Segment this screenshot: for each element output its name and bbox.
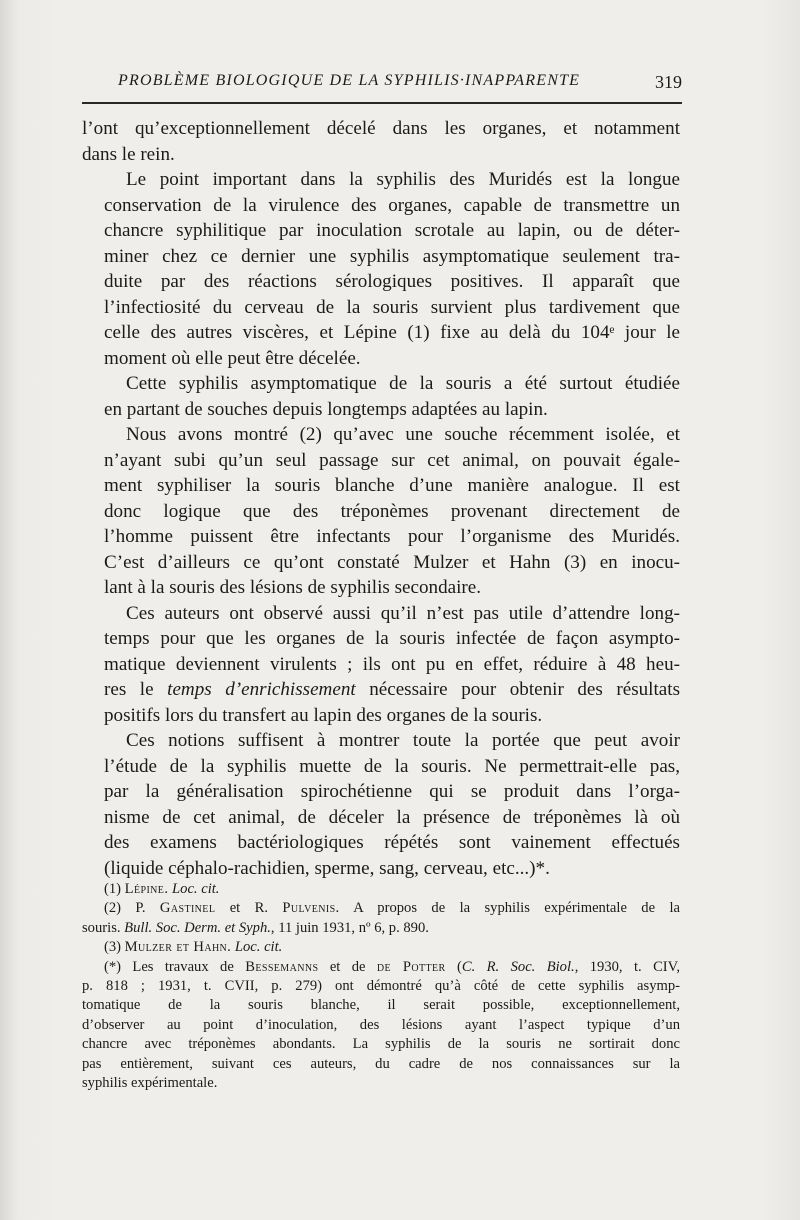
journal-title: C. R. Soc. Biol. bbox=[461, 958, 575, 975]
text-line: Le point important dans la syphilis des Muridés est la longue bbox=[126, 169, 680, 190]
text-line: l’homme puissent être infectants pour l’organisme des Muridés. bbox=[104, 526, 680, 547]
italic-phrase: temps d’enrichissement bbox=[167, 679, 356, 700]
text-run: , 11 juin 1931, nº 6, p. 890. bbox=[270, 919, 429, 936]
text-line: par la généralisation spirochétienne qui se produit dans l’orga- bbox=[104, 781, 680, 802]
footnote-author: Gastinel bbox=[159, 900, 216, 917]
paragraph-1 bbox=[82, 167, 680, 371]
text-run: res le bbox=[104, 679, 168, 700]
text-line bbox=[82, 958, 680, 977]
text-line: syphilis expérimentale. bbox=[82, 1075, 218, 1092]
footnote-1 bbox=[82, 880, 680, 899]
page-number: 319 bbox=[655, 72, 682, 92]
text-line: l’infectiosité du cerveau de la souris survient plus tardivement que bbox=[104, 296, 680, 318]
running-title: PROBLÈME BIOLOGIQUE DE LA SYPHILIS·INAPPARENTE bbox=[118, 72, 581, 89]
footnotes bbox=[82, 880, 680, 1093]
footnote-author: de Potter bbox=[376, 958, 446, 975]
text-line: miner chez ce dernier une syphilis asymptomatique seulement tra- bbox=[104, 245, 680, 267]
footnote-author: Mulzer et Hahn. bbox=[124, 939, 232, 956]
footnote-author: Bessemanns bbox=[245, 958, 319, 975]
text-line: lant à la souris des lésions de syphilis secondaire. bbox=[104, 577, 482, 598]
text-line: positifs lors du transfert au lapin des organes de la souris. bbox=[104, 704, 543, 726]
text-line: p. 818 ; 1931, t. CVII, p. 279) ont démontré qu’à côté de cette syphilis asymp- bbox=[82, 978, 680, 995]
text-line bbox=[82, 938, 680, 957]
footnote-reference: Loc. cit. bbox=[234, 939, 283, 956]
footnote-number: (1) bbox=[104, 881, 125, 897]
text-line: l’étude de la syphilis muette de la souris. Ne permettrait-elle pas, bbox=[104, 755, 680, 777]
text-run: et R. bbox=[215, 900, 283, 917]
header-rule bbox=[82, 102, 682, 104]
text-line: Cette syphilis asymptomatique de la souris a été surtout étudiée bbox=[126, 373, 680, 394]
text-line: l’ont qu’exceptionnellement décelé dans les organes, et notamment bbox=[82, 118, 680, 139]
footnote-2 bbox=[82, 899, 680, 938]
text-line: Nous avons montré (2) qu’avec une souche récemment isolée, et bbox=[126, 424, 680, 445]
footnote-author: Lépine. bbox=[124, 881, 169, 897]
paragraph-4 bbox=[82, 601, 680, 729]
text-run: ( bbox=[445, 958, 462, 975]
footnote-number: (3) bbox=[104, 939, 125, 956]
text-line: ment syphiliser la souris blanche d’une manière analogue. Il est bbox=[104, 475, 680, 496]
footnote-number: (2) P. bbox=[104, 900, 160, 917]
paragraph-0 bbox=[82, 116, 680, 167]
text-line: chancre avec tréponèmes abondants. La syphilis de la souris ne sortirait donc bbox=[82, 1036, 680, 1053]
footnote-3 bbox=[82, 938, 680, 957]
footnote-reference: Loc. cit. bbox=[172, 881, 220, 897]
text-line: chancre syphilitique par inoculation scrotale au lapin, ou de déter- bbox=[104, 220, 680, 241]
text-line: Ces auteurs ont observé aussi qu’il n’est pas utile d’attendre long- bbox=[126, 602, 680, 624]
text-run: nécessaire pour obtenir des résultats bbox=[355, 679, 680, 700]
paragraph-5 bbox=[82, 728, 680, 881]
text-line: conservation de la virulence des organes, capable de transmettre un bbox=[104, 194, 680, 216]
text-line: duite par des réactions sérologiques positives. Il apparaît que bbox=[104, 271, 680, 292]
paragraph-2 bbox=[82, 371, 680, 422]
text-line: n’ayant subi qu’un seul passage sur cet animal, on pouvait égale- bbox=[104, 449, 680, 471]
text-line: pas entièrement, suivant ces auteurs, du cadre de nos connaissances sur la bbox=[82, 1055, 680, 1072]
text-line bbox=[82, 880, 680, 899]
text-line: tomatique de la souris blanche, il serait possible, exceptionnellement, bbox=[82, 997, 680, 1014]
text-run: et de bbox=[318, 958, 377, 975]
text-line bbox=[82, 919, 680, 938]
text-line: des examens bactériologiques répétés sont vainement effectués bbox=[104, 832, 680, 853]
journal-title: Bull. Soc. Derm. et Syph. bbox=[124, 919, 271, 936]
text-line: celle des autres viscères, et Lépine (1) fixe au delà du 104ᵉ jour le bbox=[104, 322, 680, 343]
footnote-author: Pulvenis. bbox=[282, 900, 340, 917]
text-line: matique deviennent virulents ; ils ont pu en effet, réduire à 48 heu- bbox=[104, 653, 680, 675]
text-line: C’est d’ailleurs ce qu’ont constaté Mulzer et Hahn (3) en inocu- bbox=[104, 551, 680, 573]
text-run: (*) Les travaux de bbox=[104, 958, 246, 975]
text-line: temps pour que les organes de la souris infectée de façon asympto- bbox=[104, 628, 680, 649]
text-line: moment où elle peut être décelée. bbox=[104, 347, 361, 369]
text-line bbox=[82, 899, 680, 918]
text-run: , 1930, t. CIV, bbox=[574, 958, 680, 975]
paragraph-3 bbox=[82, 422, 680, 601]
text-line: d’observer au point d’inoculation, des lésions ayant l’aspect typique d’un bbox=[82, 1016, 680, 1033]
footnote-4 bbox=[82, 958, 680, 1094]
text-line: donc logique que des tréponèmes provenant directement de bbox=[104, 500, 680, 522]
text-line: (liquide céphalo-rachidien, sperme, sang, cerveau, etc...)*. bbox=[104, 857, 550, 879]
text-run: souris. bbox=[82, 919, 125, 936]
text-line: nisme de cet animal, de déceler la présence de tréponèmes là où bbox=[104, 806, 680, 828]
text-line: Ces notions suffisent à montrer toute la portée que peut avoir bbox=[126, 730, 680, 751]
running-header bbox=[80, 66, 682, 96]
text-line: en partant de souches depuis longtemps adaptées au lapin. bbox=[104, 398, 548, 420]
text-run: A propos de la syphilis expérimentale de la bbox=[339, 900, 680, 917]
text-line: dans le rein. bbox=[82, 143, 175, 165]
text-line bbox=[82, 677, 680, 703]
body-text bbox=[82, 116, 680, 881]
